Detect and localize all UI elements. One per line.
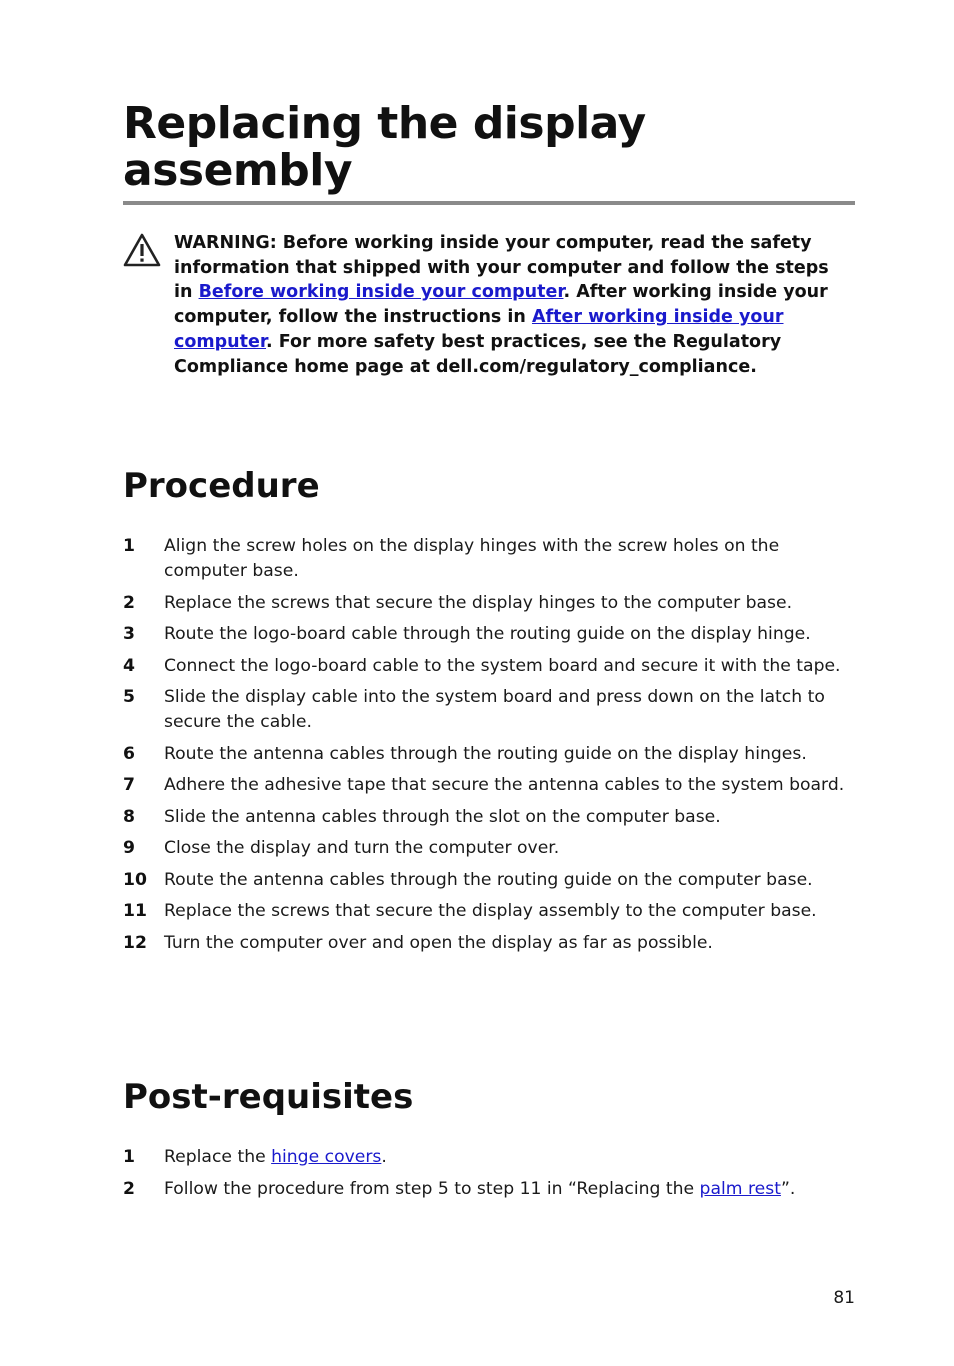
procedure-step [123, 622, 858, 647]
post-requisites-heading: Post-requisites [123, 1077, 414, 1117]
page-number: 81 [833, 1288, 855, 1308]
step-number: 2 [123, 592, 135, 613]
step-number: 4 [123, 655, 135, 676]
step-text-end: . [381, 1147, 387, 1167]
procedure-heading: Procedure [123, 466, 320, 506]
procedure-steps [123, 534, 858, 962]
step-text: Replace the screws that secure the display assembly to the computer base. [164, 901, 817, 921]
step-number: 2 [123, 1178, 135, 1199]
warning-text-part3: . For more safety best practices, see the Regulatory Compliance home page at dell.com/regulatory_compliance. [174, 331, 782, 377]
step-text: Align the screw holes on the display hinges with the screw holes on the computer base. [164, 536, 780, 581]
palm-rest-link[interactable]: palm rest [699, 1178, 781, 1199]
step-text: Turn the computer over and open the display as far as possible. [164, 932, 713, 953]
step-number: 3 [123, 624, 135, 644]
warning-text-part1: WARNING: Before working inside your computer, read the safety information that shipped with your computer and follow the steps in [174, 233, 829, 303]
step-number: 1 [123, 536, 135, 556]
procedure-step [123, 868, 858, 893]
step-text: Adhere the adhesive tape that secure the antenna cables to the system board. [164, 775, 845, 795]
step-number: 8 [123, 806, 135, 827]
procedure-step [123, 805, 858, 830]
post-requisites-steps [123, 1145, 858, 1208]
after-working-link[interactable]: After working inside your computer [174, 307, 784, 352]
step-text-end: ”. [780, 1178, 796, 1199]
step-number: 7 [123, 775, 135, 795]
step-text: Route the antenna cables through the routing guide on the display hinges. [164, 743, 807, 764]
step-text: Follow the procedure from step 5 to step 11 in “Replacing the [164, 1178, 700, 1199]
warning-text [174, 231, 850, 379]
warning-text-part2: . After working inside your computer, follow the instructions in [174, 282, 828, 328]
page-title: Replacing the display assembly [123, 98, 646, 196]
step-text: Slide the display cable into the system board and press down on the latch to secure the cable. [164, 687, 825, 732]
step-text: Replace the screws that secure the display hinges to the computer base. [164, 592, 793, 613]
warning-triangle-icon [123, 233, 161, 267]
step-number: 10 [123, 869, 147, 890]
post-requisite-step [123, 1177, 858, 1202]
step-number: 5 [123, 687, 135, 707]
step-number: 1 [123, 1147, 135, 1167]
step-number: 6 [123, 743, 135, 764]
procedure-step [123, 773, 858, 798]
before-working-link[interactable]: Before working inside your computer [198, 282, 564, 303]
step-number: 9 [123, 838, 135, 858]
procedure-step [123, 654, 858, 679]
step-text: Route the logo-board cable through the routing guide on the display hinge. [164, 624, 811, 644]
step-text: Close the display and turn the computer over. [164, 838, 560, 858]
post-requisite-step [123, 1145, 858, 1170]
step-number: 11 [123, 901, 147, 921]
step-text: Replace the [164, 1147, 272, 1167]
title-divider [123, 201, 855, 205]
procedure-step [123, 899, 858, 924]
procedure-step [123, 742, 858, 767]
procedure-step [123, 836, 858, 861]
step-number: 12 [123, 932, 147, 953]
step-text: Slide the antenna cables through the slot on the computer base. [164, 806, 721, 827]
procedure-step [123, 591, 858, 616]
procedure-step [123, 931, 858, 956]
hinge-covers-link[interactable]: hinge covers [271, 1147, 382, 1167]
step-text: Route the antenna cables through the routing guide on the computer base. [164, 869, 813, 890]
step-text: Connect the logo-board cable to the system board and secure it with the tape. [164, 655, 841, 676]
procedure-step [123, 534, 858, 584]
procedure-step [123, 685, 858, 735]
